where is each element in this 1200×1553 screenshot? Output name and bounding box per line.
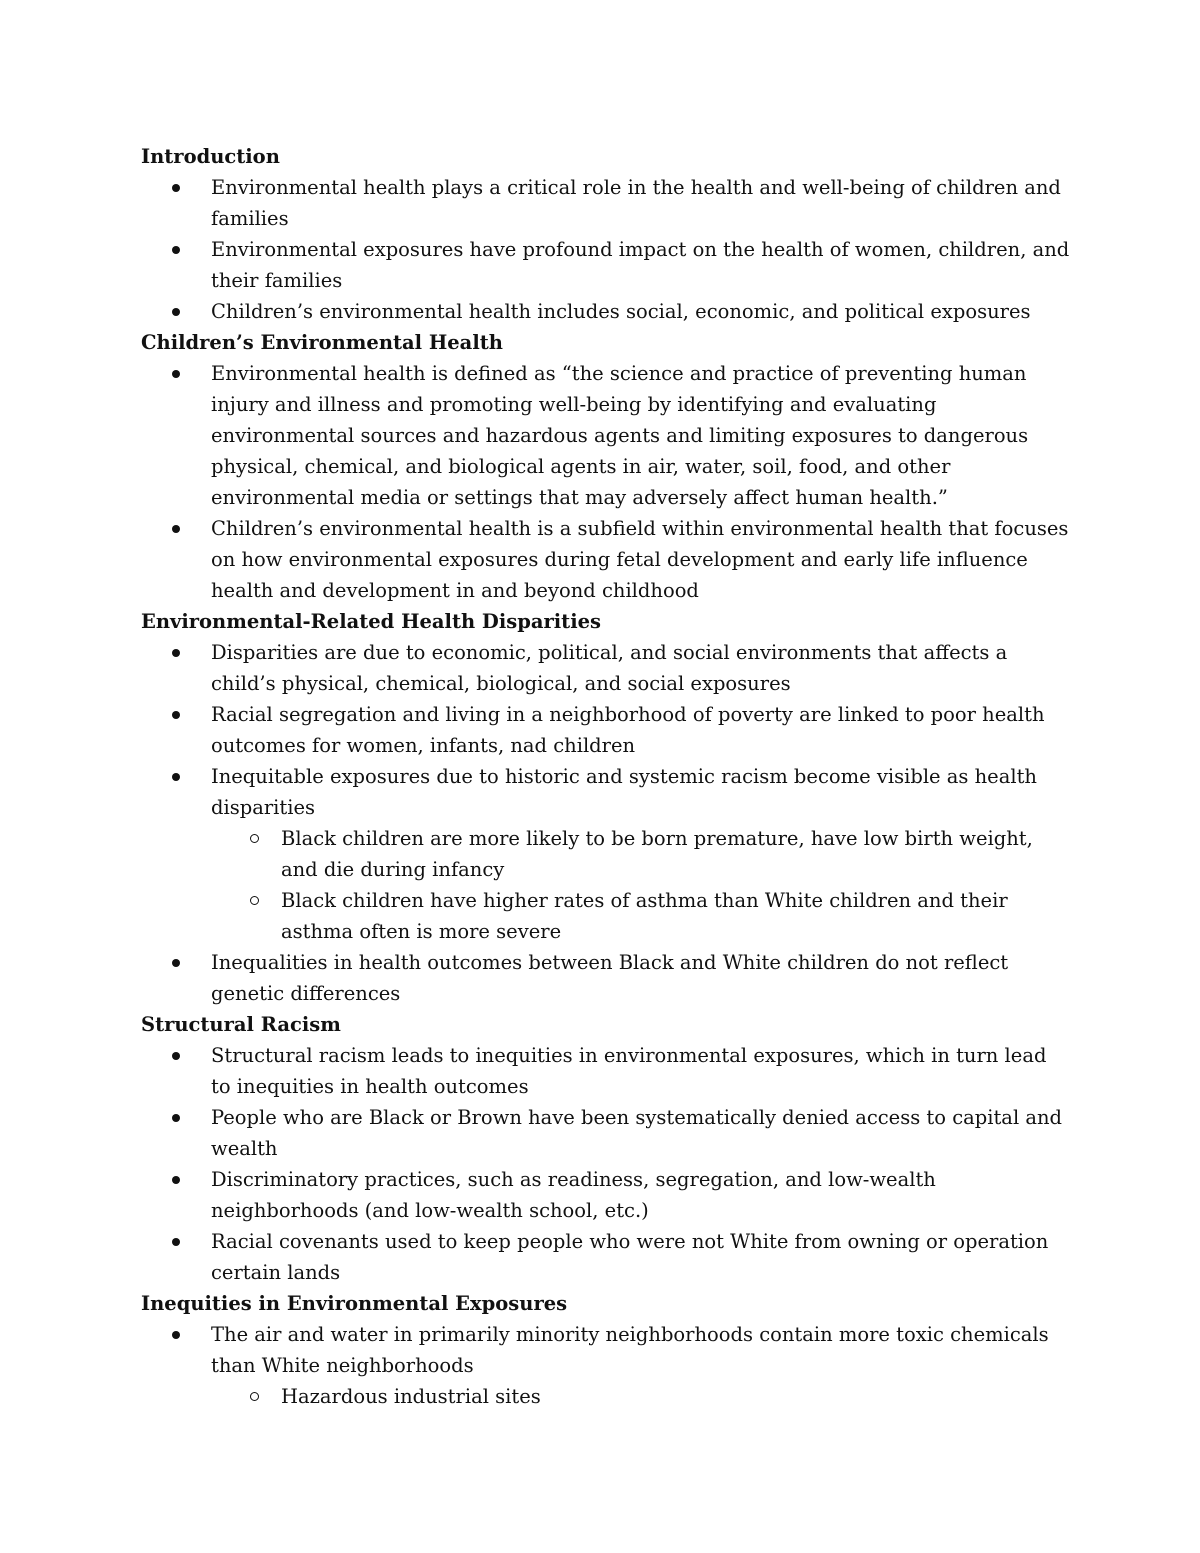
sub-list-item-text: Black children are more likely to be born premature, have low birth weight, and die during infancy: [281, 827, 1033, 881]
bullet-list: [141, 1040, 1071, 1288]
section-heading: Structural Racism: [141, 1013, 341, 1036]
list-item: [141, 296, 1071, 327]
list-item: [141, 1226, 1071, 1288]
list-item-text: Inequitable exposures due to historic and systemic racism become visible as health disparities: [211, 765, 1037, 819]
sub-bullet-list: [211, 1381, 1071, 1412]
list-item: [141, 358, 1071, 513]
hollow-bullet-icon: [250, 1381, 259, 1401]
bullet-icon: [172, 1102, 202, 1122]
list-item-text: Structural racism leads to inequities in environmental exposures, which in turn lead to inequities in health outcomes: [211, 1044, 1047, 1098]
list-item: [141, 947, 1071, 1009]
list-item-text: Disparities are due to economic, political, and social environments that affects a child’s physical, chemical, biological, and social exposures: [211, 641, 1008, 695]
list-item: [141, 1164, 1071, 1226]
list-item: [141, 1319, 1071, 1412]
list-item-text: The air and water in primarily minority neighborhoods contain more toxic chemicals than White neighborhoods: [211, 1323, 1049, 1377]
list-item-text: Environmental health is defined as “the science and practice of preventing human injury and illness and promoting well-being by identifying and evaluating environmental sources and hazardous agents and limiting exposures to dangerous physical, chemical, and biological agents in air, water, soil, food, and other environmental media or settings that may adversely affect human health.”: [211, 362, 1029, 509]
list-item-text: Environmental health plays a critical role in the health and well-being of children and families: [211, 176, 1061, 230]
bullet-icon: [172, 172, 202, 192]
bullet-icon: [172, 761, 202, 781]
list-item-text: Racial segregation and living in a neighborhood of poverty are linked to poor health outcomes for women, infants, nad children: [211, 703, 1045, 757]
section-heading: Introduction: [141, 145, 280, 168]
bullet-icon: [172, 296, 202, 316]
list-item-text: Environmental exposures have profound impact on the health of women, children, and their families: [211, 238, 1070, 292]
bullet-list: [141, 1319, 1071, 1412]
sub-list-item-text: Black children have higher rates of asthma than White children and their asthma often is more severe: [281, 889, 1008, 943]
section-heading: Environmental-Related Health Disparities: [141, 610, 601, 633]
hollow-bullet-icon: [250, 823, 259, 843]
document-page: [141, 141, 1071, 1412]
bullet-icon: [172, 1040, 202, 1060]
list-item: [141, 513, 1071, 606]
bullet-icon: [172, 637, 202, 657]
list-item: [141, 699, 1071, 761]
list-item-text: Inequalities in health outcomes between Black and White children do not reflect genetic differences: [211, 951, 1009, 1005]
hollow-bullet-icon: [250, 885, 259, 905]
sub-bullet-list: [211, 823, 1071, 947]
bullet-icon: [172, 1226, 202, 1246]
bullet-icon: [172, 1319, 202, 1339]
list-item: [141, 234, 1071, 296]
list-item-text: Children’s environmental health is a subfield within environmental health that focuses on how environmental exposures during fetal development and early life influence health and development in and beyond childhood: [211, 517, 1069, 602]
bullet-list: [141, 358, 1071, 606]
section-heading: Children’s Environmental Health: [141, 331, 503, 354]
list-item-text: Children’s environmental health includes social, economic, and political exposures: [211, 300, 1031, 323]
list-item: [141, 761, 1071, 947]
list-item: [141, 637, 1071, 699]
list-item-text: Racial covenants used to keep people who were not White from owning or operation certain lands: [211, 1230, 1049, 1284]
list-item: [141, 172, 1071, 234]
sub-list-item: [211, 1381, 1071, 1412]
bullet-icon: [172, 234, 202, 254]
section-heading: Inequities in Environmental Exposures: [141, 1292, 568, 1315]
sub-list-item: [211, 823, 1071, 885]
list-item: [141, 1040, 1071, 1102]
list-item-text: Discriminatory practices, such as readiness, segregation, and low-wealth neighborhoods (and low-wealth school, etc.): [211, 1168, 936, 1222]
bullet-icon: [172, 699, 202, 719]
bullet-icon: [172, 513, 202, 533]
bullet-icon: [172, 1164, 202, 1184]
bullet-icon: [172, 358, 202, 378]
bullet-list: [141, 172, 1071, 327]
sub-list-item-text: Hazardous industrial sites: [281, 1385, 541, 1408]
list-item: [141, 1102, 1071, 1164]
sub-list-item: [211, 885, 1071, 947]
bullet-list: [141, 637, 1071, 1009]
bullet-icon: [172, 947, 202, 967]
list-item-text: People who are Black or Brown have been systematically denied access to capital and wealth: [211, 1106, 1063, 1160]
